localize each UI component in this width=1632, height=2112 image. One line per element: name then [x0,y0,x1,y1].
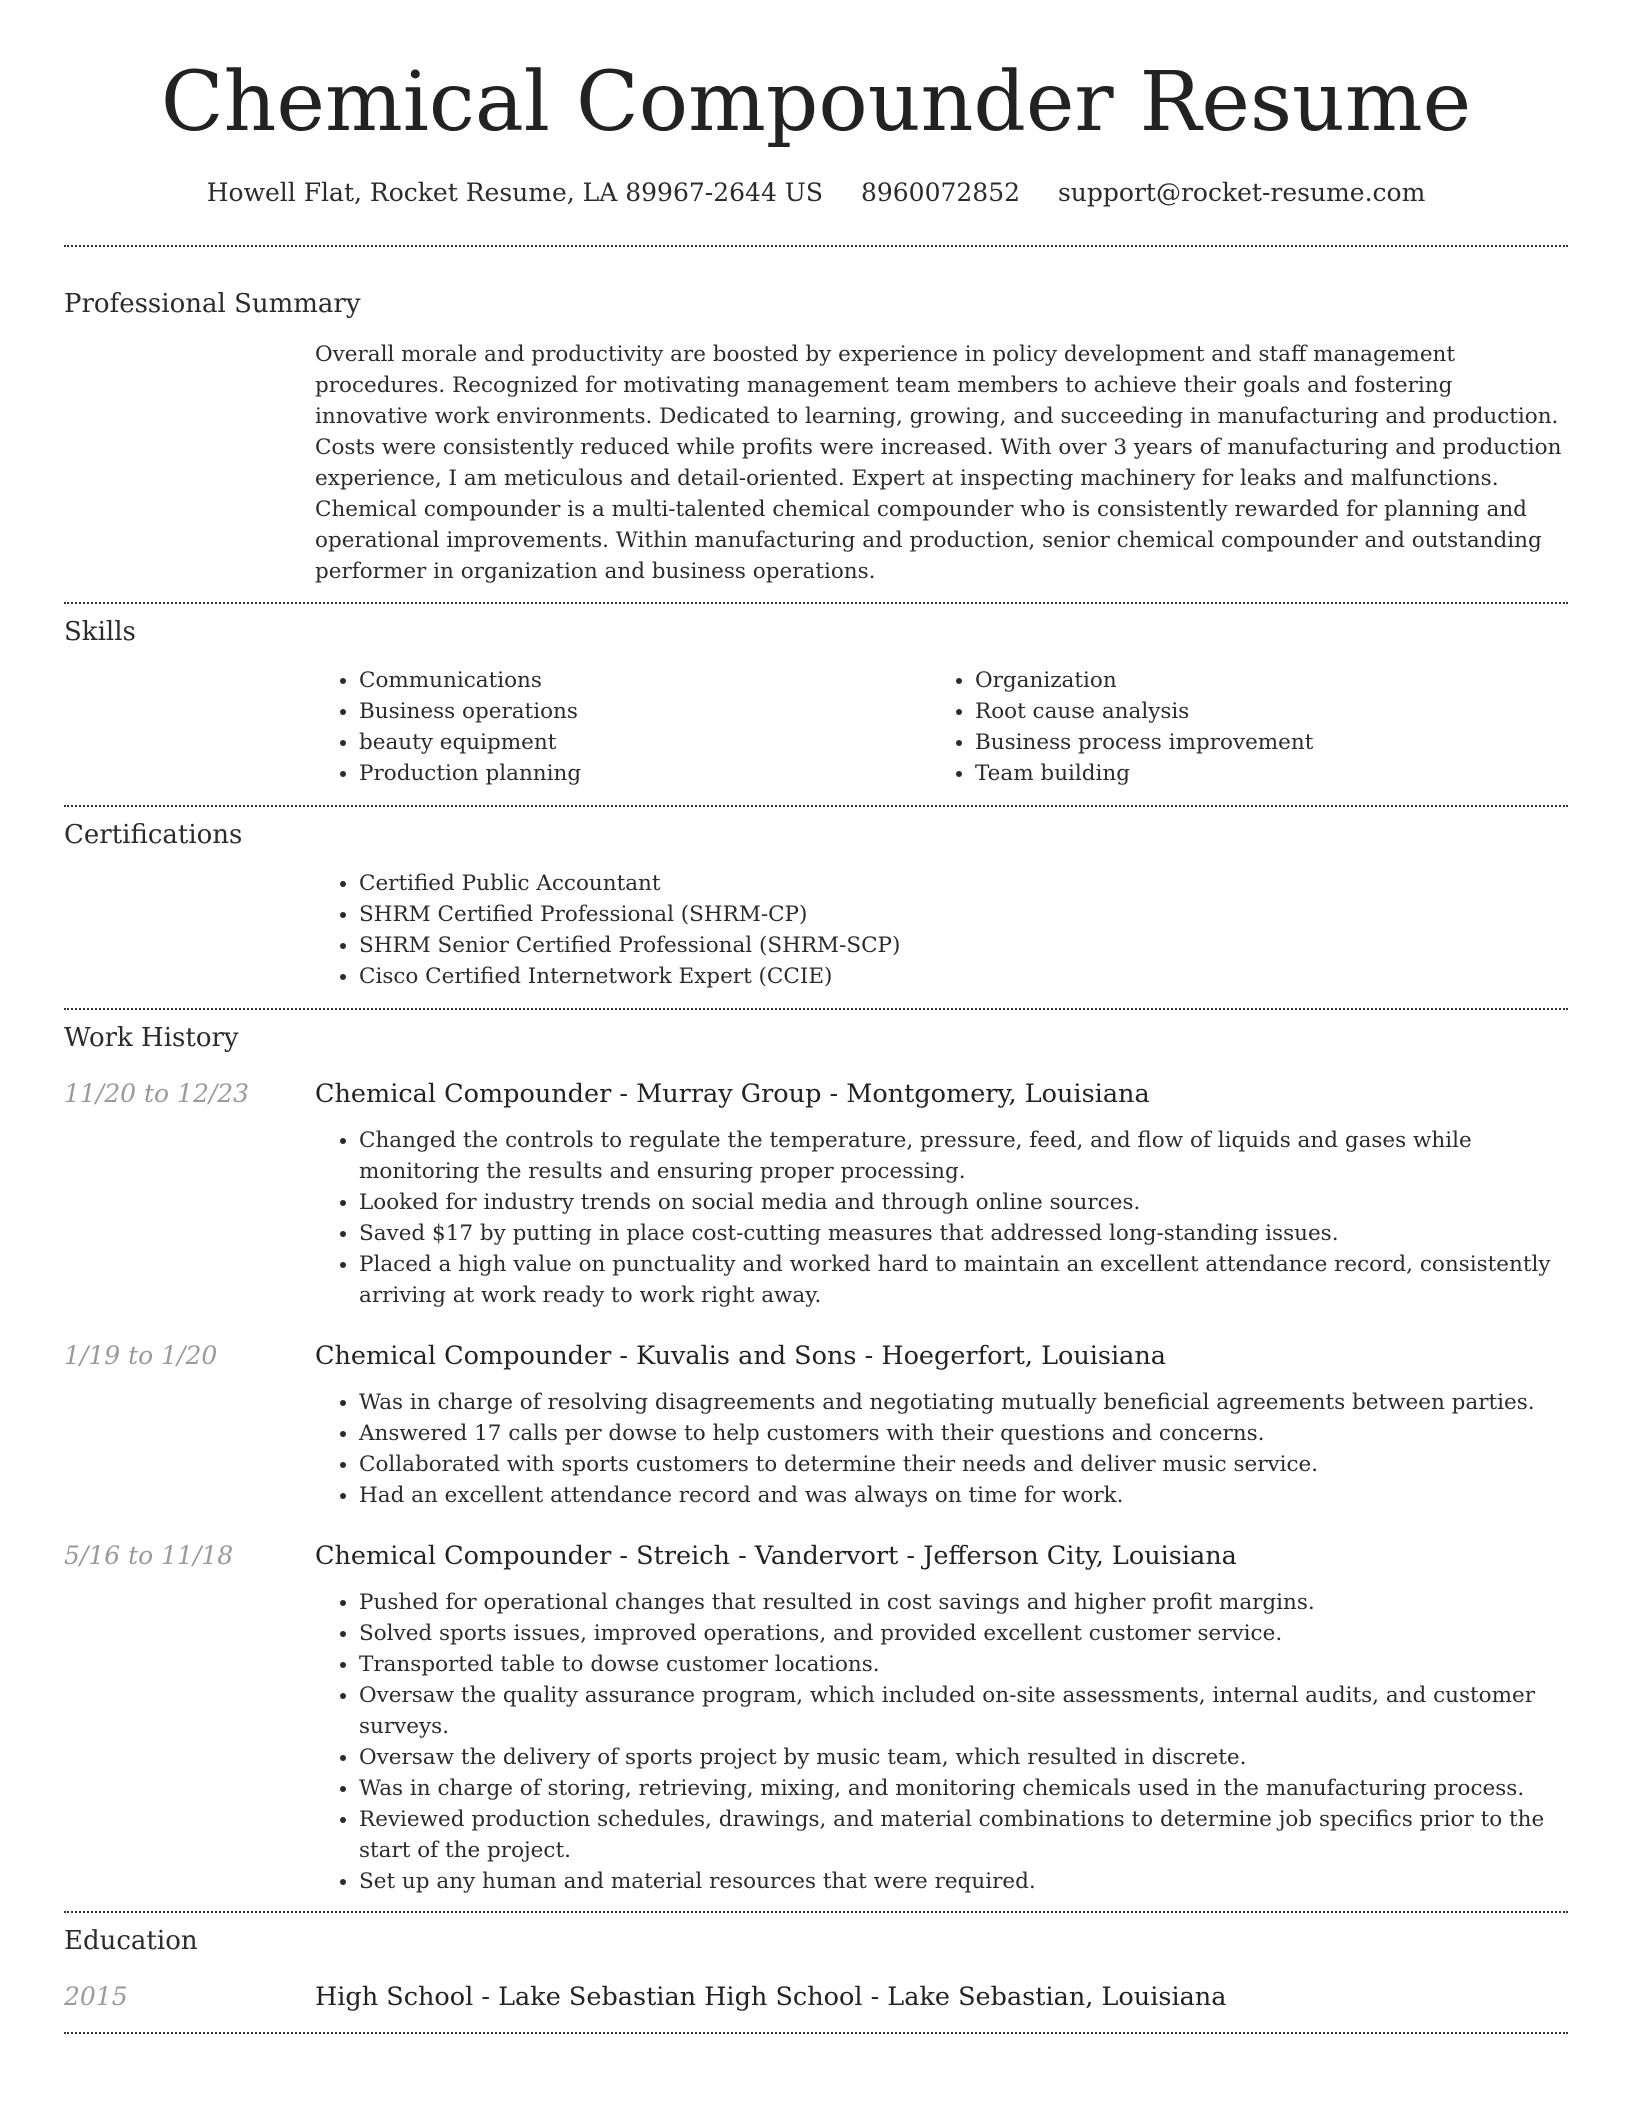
job-bullet-list [315,1587,1568,1897]
section-title-summary: Professional Summary [64,289,361,319]
job-bullet-list [315,1125,1568,1311]
job-bullet: • Solved sports issues, improved operations, and provided excellent customer service. [359,1618,1568,1649]
skills-section [64,615,1568,789]
education-entry [64,1980,1568,2014]
contact-email: support@rocket-resume.com [1057,178,1426,207]
section-title-education: Education [64,1926,198,1956]
job-bullet: • Was in charge of resolving disagreements and negotiating mutually beneficial agreements between parties. [359,1387,1568,1418]
job-bullet: • Placed a high value on punctuality and worked hard to maintain an excellent attendance record, consistently arriving at work ready to work right away. [359,1249,1568,1311]
job-bullet-list [315,1387,1568,1511]
skill-item: • Business process improvement [975,727,1547,758]
contact-phone: 8960072852 [860,178,1021,207]
job-title: Chemical Compounder - Kuvalis and Sons - Hoegerfort, Louisiana [315,1341,1167,1371]
certification-item: • SHRM Certified Professional (SHRM-CP) [359,899,1568,930]
skills-list-right [931,665,1547,789]
job-title: Chemical Compounder - Murray Group - Montgomery, Louisiana [315,1079,1150,1109]
job-entry [64,1539,1568,1897]
job-bullets [315,1387,1568,1511]
skill-item: • Team building [975,758,1547,789]
divider [64,2032,1568,2034]
certification-item: • SHRM Senior Certified Professional (SHRM-SCP) [359,930,1568,961]
skill-item: • beauty equipment [359,727,931,758]
skill-item: • Communications [359,665,931,696]
contact-address: Howell Flat, Rocket Resume, LA 89967-2644 US [206,178,823,207]
skill-item: • Organization [975,665,1547,696]
certifications-body [315,868,1568,992]
job-dates: 5/16 to 11/18 [64,1541,234,1570]
job-bullets [315,1587,1568,1897]
section-title-skills: Skills [64,617,136,647]
certifications-section [64,818,1568,992]
job-header [64,1077,1568,1111]
job-header [64,1539,1568,1573]
skill-item: • Production planning [359,758,931,789]
education-section [64,1924,1568,2014]
job-dates: 1/19 to 1/20 [64,1341,218,1370]
job-bullet: • Set up any human and material resources that were required. [359,1866,1568,1897]
summary-text: Overall morale and productivity are boosted by experience in policy development and staff management procedures. Recognized for motivating management team members to achieve their goals and fostering innovative work environments. Dedicated to learning, growing, and succeeding in manufacturing and production. Costs were consistently reduced while profits were increased. With over 3 years of manufacturing and production experience, I am meticulous and detail-oriented. Expert at inspecting machinery for leaks and malfunctions. Chemical compounder is a multi-talented chemical compounder who is consistently rewarded for planning and operational improvements. Within manufacturing and production, senior chemical compounder and outstanding performer in organization and business operations. [315,342,1562,584]
job-bullet: • Had an excellent attendance record and was always on time for work. [359,1480,1568,1511]
job-entry [64,1077,1568,1311]
job-bullet: • Looked for industry trends on social media and through online sources. [359,1187,1568,1218]
job-bullets [315,1125,1568,1311]
certification-item: • Cisco Certified Internetwork Expert (CCIE) [359,961,1568,992]
job-header [64,1339,1568,1373]
contact-line [64,176,1568,210]
job-bullet: • Reviewed production schedules, drawings, and material combinations to determine job specifics prior to the start of the project. [359,1804,1568,1866]
skills-grid [315,665,1568,789]
professional-summary-section [64,287,1568,587]
certification-item: • Certified Public Accountant [359,868,1568,899]
resume-title: Chemical Compounder Resume [160,55,1472,150]
education-header [64,1980,1568,2014]
work-history-section [64,1021,1568,1897]
skill-item: • Root cause analysis [975,696,1547,727]
job-bullet: • Was in charge of storing, retrieving, mixing, and monitoring chemicals used in the manufacturing process. [359,1773,1568,1804]
skills-list-left [315,665,931,789]
divider [64,245,1568,247]
section-title-work-history: Work History [64,1023,239,1053]
divider [64,602,1568,604]
job-bullet: • Saved $17 by putting in place cost-cutting measures that addressed long-standing issues. [359,1218,1568,1249]
job-bullet: • Collaborated with sports customers to determine their needs and deliver music service. [359,1449,1568,1480]
job-bullet: • Pushed for operational changes that resulted in cost savings and higher profit margins. [359,1587,1568,1618]
divider [64,1911,1568,1913]
job-dates: 11/20 to 12/23 [64,1079,250,1108]
job-bullet: • Oversaw the quality assurance program, which included on-site assessments, internal audits, and customer surveys. [359,1680,1568,1742]
section-title-certifications: Certifications [64,820,243,850]
job-bullet: • Changed the controls to regulate the temperature, pressure, feed, and flow of liquids and gases while monitoring the results and ensuring proper processing. [359,1125,1568,1187]
skill-item: • Business operations [359,696,931,727]
job-bullet: • Oversaw the delivery of sports project by music team, which resulted in discrete. [359,1742,1568,1773]
certifications-list [315,868,1568,992]
education-year: 2015 [64,1982,128,2011]
education-title: High School - Lake Sebastian High School - Lake Sebastian, Louisiana [315,1982,1227,2012]
job-entry [64,1339,1568,1511]
job-bullet: • Transported table to dowse customer locations. [359,1649,1568,1680]
divider [64,805,1568,807]
summary-body [315,339,1568,587]
job-title: Chemical Compounder - Streich - Vandervort - Jefferson City, Louisiana [315,1541,1237,1571]
divider [64,1008,1568,1010]
job-bullet: • Answered 17 calls per dowse to help customers with their questions and concerns. [359,1418,1568,1449]
